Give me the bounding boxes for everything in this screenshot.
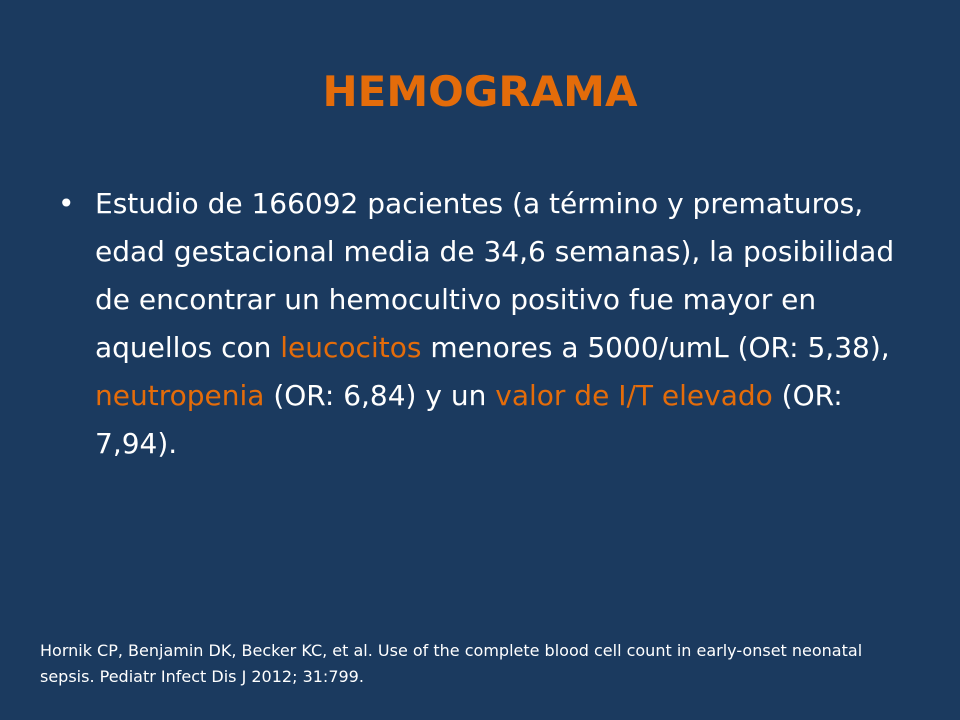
highlight-it-ratio: valor de I/T elevado (495, 379, 773, 412)
slide-title: HEMOGRAMA (322, 67, 638, 116)
bullet-text-part: (OR: 6,84) y un (264, 379, 496, 412)
bullet-item (58, 180, 908, 468)
bullet-text-part: Estudio de 166092 pacientes (a término y prematuros, edad gestacional media de 34,6 semanas), la posibilidad de encontrar un hemocultivo positivo fue mayor en aquellos con (95, 187, 895, 364)
bullet-list (58, 180, 908, 468)
bullet-point-icon: • (58, 187, 75, 220)
reference-citation: Hornik CP, Benjamin DK, Becker KC, et al. Use of the complete blood cell count in early-onset neonatal sepsis. Pediatr Infect Dis J 2012; 31:799. (40, 641, 863, 686)
highlight-leucocitos: leucocitos (280, 331, 422, 364)
highlight-neutropenia: neutropenia (95, 379, 265, 412)
bullet-text-part: (OR: 7,94). (95, 379, 843, 460)
bullet-text-part: menores a 5000/umL (OR: 5,38), (421, 331, 890, 364)
